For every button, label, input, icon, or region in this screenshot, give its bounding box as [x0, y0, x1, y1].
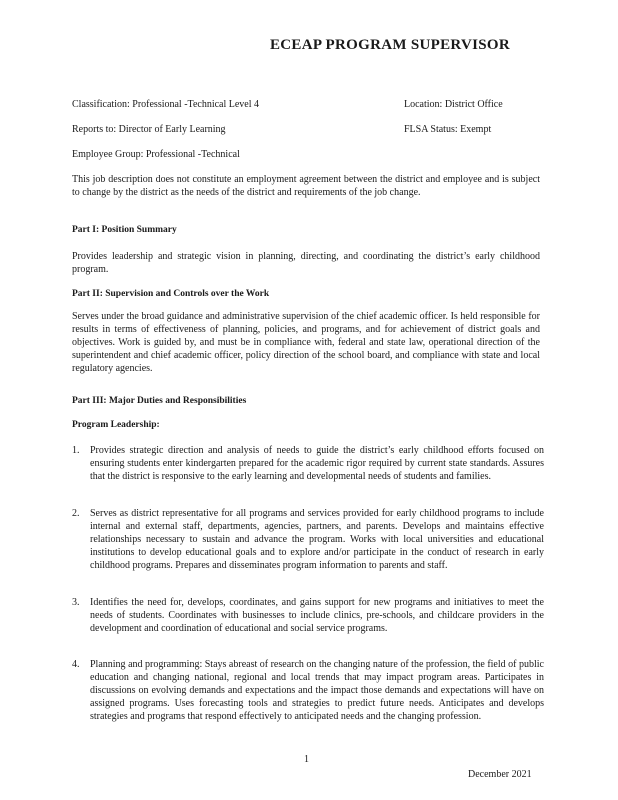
part3-heading: Part III: Major Duties and Responsibilities	[72, 396, 247, 406]
page-number: 1	[304, 754, 309, 765]
reports-to-field: Reports to: Director of Early Learning	[72, 124, 226, 135]
duty-item-4	[72, 658, 544, 723]
part1-text: Provides leadership and strategic vision in planning, directing, and coordinating the district’s early childhood program.	[72, 251, 540, 275]
part1-heading: Part I: Position Summary	[72, 225, 177, 235]
intro-paragraph: This job description does not constitute an employment agreement between the district and employee and is subject to change by the district as the needs of the district and requirements of the job change.	[72, 174, 540, 198]
duty-item-2	[72, 507, 544, 572]
duty-item-number: 1.	[72, 445, 80, 456]
duty-item-number: 4.	[72, 659, 80, 670]
classification-field: Classification: Professional -Technical Level 4	[72, 99, 260, 110]
duty-item-text: Planning and programming: Stays abreast of research on the changing nature of the profession, the field of public education and changing national, regional and local trends that may impact program areas. Participates in discussions on evolving demands and expectations and the impact those demands and expectations will have on assigned programs. Uses forecasting tools and strategies to predict future needs. Anticipates and develops strategies and programs that respond effectively to anticipated needs and the changing profession.	[90, 659, 544, 722]
location-field: Location: District Office	[404, 99, 503, 110]
duty-item-1	[72, 444, 544, 483]
duty-item-text: Identifies the need for, develops, coordinates, and gains support for new programs and initiatives to meet the needs of students. Coordinates with businesses to include clinics, pre-schools, and childcare providers in the development and coordination of educational and social service programs.	[90, 597, 544, 634]
program-leadership-subheading: Program Leadership:	[72, 420, 160, 430]
duty-item-text: Serves as district representative for all programs and services provided for early childhood programs to include internal and external staff, departments, agencies, partners, and parents. Develops and maintains effective relationships necessary to sustain and advance the program. Works with local universities and educational institutions to develop educational goals and to explore and/or participate in the conduct of research in early childhood programs. Prepares and disseminates program information to parents and staff.	[90, 508, 544, 571]
duty-item-3	[72, 596, 544, 635]
footer-date: December 2021	[468, 769, 532, 780]
part2-text: Serves under the broad guidance and administrative supervision of the chief academic officer. Is held responsible for results in terms of effectiveness of planning, policies, and programs, and for achievement of district goals and objectives. Work is guided by, and must be in compliance with, federal and state law, operational direction of the superintendent and chief academic officer, policy direction of the school board, and compliance with state and local regulatory agencies.	[72, 311, 540, 374]
duty-item-number: 3.	[72, 597, 80, 608]
employee-group-field: Employee Group: Professional -Technical	[72, 149, 240, 160]
document-title: ECEAP PROGRAM SUPERVISOR	[270, 37, 511, 53]
flsa-status-field: FLSA Status: Exempt	[404, 124, 492, 135]
duty-item-text: Provides strategic direction and analysis of needs to guide the district’s early childhood efforts focused on ensuring students enter kindergarten prepared for the academic rigor required by current state standards. Assures that the district is responsive to the early learning and developmental needs of students and families.	[90, 445, 544, 482]
part2-heading: Part II: Supervision and Controls over the Work	[72, 289, 270, 299]
duty-item-number: 2.	[72, 508, 80, 519]
